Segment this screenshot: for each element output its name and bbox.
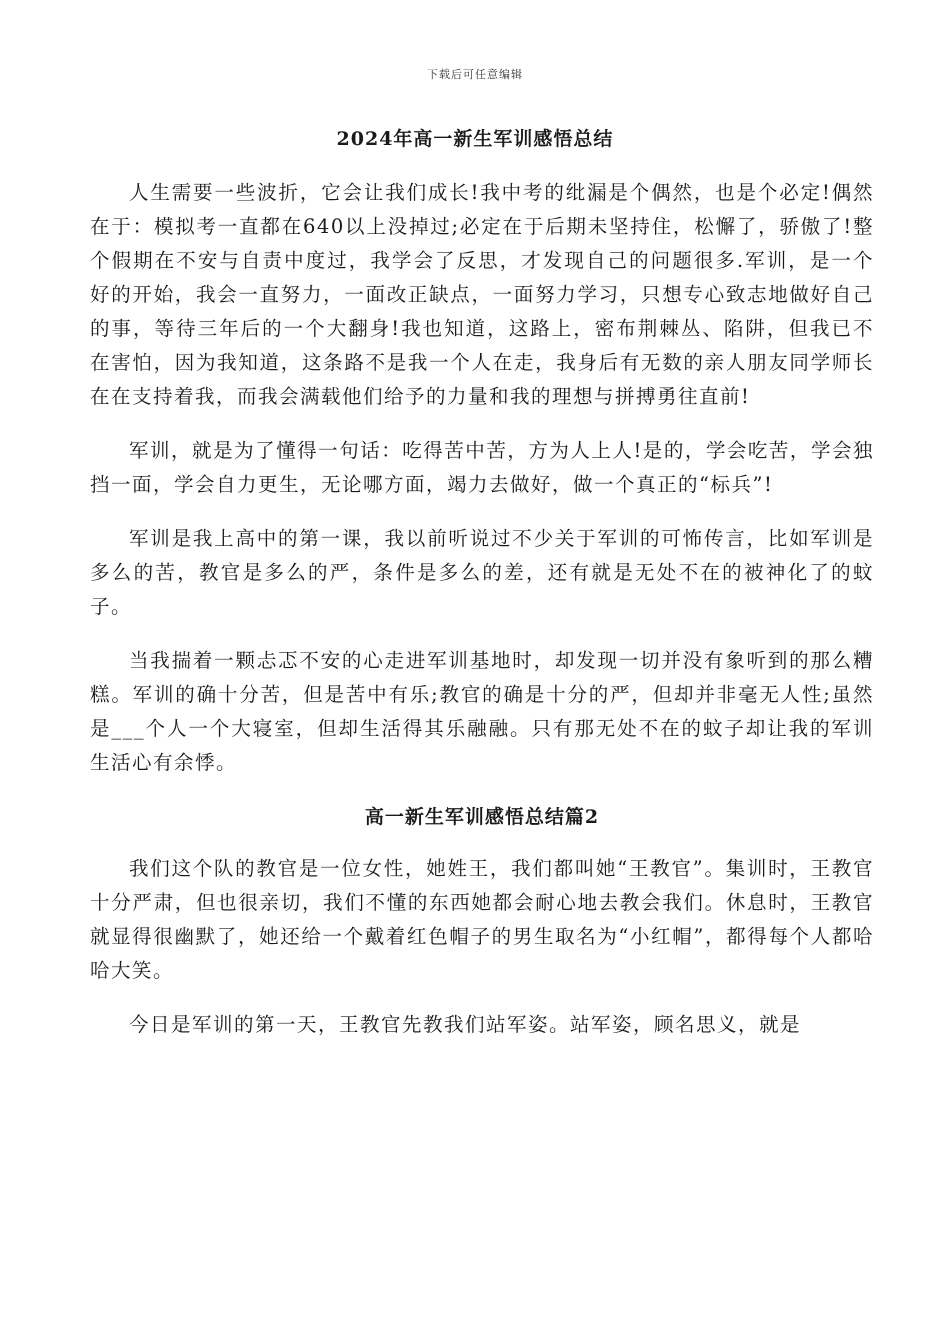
document-title: 2024年高一新生军训感悟总结 [336,128,614,150]
paragraph: 我们这个队的教官是一位女性，她姓王，我们都叫她“王教官”。集训时，王教官十分严肃，但也很亲切，我们不懂的东西她都会耐心地去教会我们。休息时，王教官就显得很幽默了，她还给一个戴着红色帽子的男生取名为“小红帽”，都得每个人都哈哈大笑。 [90,857,874,982]
paragraph: 军训是我上高中的第一课，我以前听说过不少关于军训的可怖传言，比如军训是多么的苦，教官是多么的严，条件是多么的差，还有就是无处不在的被神化了的蚊子。 [90,527,874,618]
paragraph: 当我揣着一颗忐忑不安的心走进军训基地时，却发现一切并没有象听到的那么糟糕。军训的确十分苦，但是苦中有乐;教官的确是十分的严，但却并非毫无人性;虽然是___个人一个大寝室，但却生活得其乐融融。只有那无处不在的蚊子却让我的军训生活心有余悸。 [90,649,874,774]
document-body [90,176,874,1062]
section-title: 高一新生军训感悟总结篇2 [364,806,600,828]
paragraph: 人生需要一些波折，它会让我们成长!我中考的纰漏是个偶然，也是个必定!偶然在于：模拟考一直都在640以上没掉过;必定在于后期未坚持住，松懈了，骄傲了!整个假期在不安与自责中度过，我学会了反思，才发现自己的问题很多.军训，是一个好的开始，我会一直努力，一面改正缺点，一面努力学习，只想专心致志地做好自己的事，等待三年后的一个大翻身!我也知道，这路上，密布荆棘丛、陷阱，但我已不在害怕，因为我知道，这条路不是我一个人在走，我身后有无数的亲人朋友同学师长在在支持着我，而我会满载他们给予的力量和我的理想与拼搏勇往直前! [90,181,874,408]
paragraph: 军训，就是为了懂得一句话：吃得苦中苦，方为人上人!是的，学会吃苦，学会独挡一面，学会自力更生，无论哪方面，竭力去做好，做一个真正的“标兵”! [90,439,874,496]
page-header: 下载后可任意编辑 [427,68,523,81]
paragraph: 今日是军训的第一天，王教官先教我们站军姿。站军姿，顾名思义，就是 [129,1013,802,1036]
